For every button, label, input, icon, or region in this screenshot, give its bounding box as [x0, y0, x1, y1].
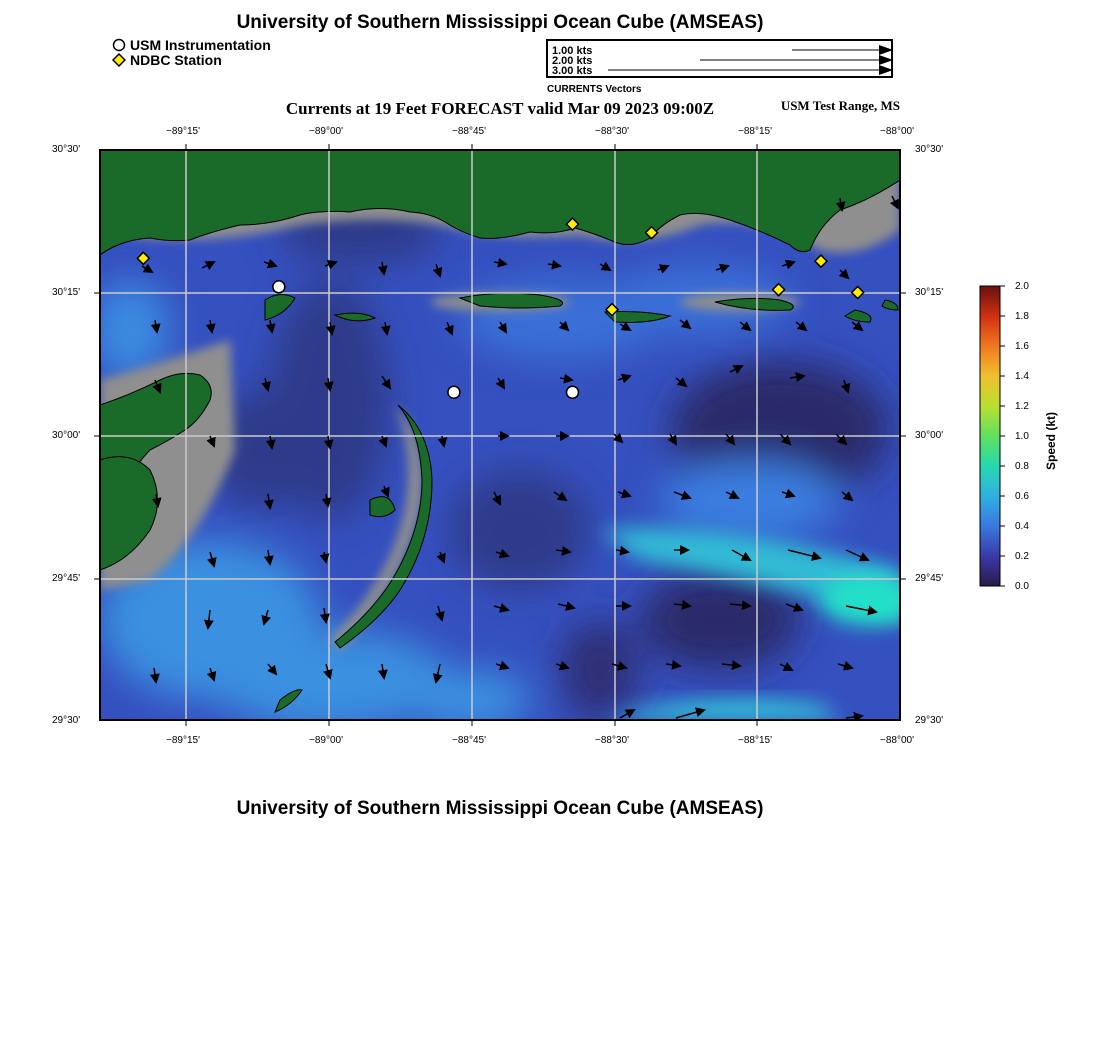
footer-title: University of Southern Mississippi Ocean Cube (AMSEAS) — [236, 798, 764, 819]
lat-tick-left-4: 29°45' — [52, 573, 81, 584]
speed-colorbar — [975, 282, 1005, 592]
colorbar-tick-9: 0.4 — [1015, 521, 1029, 532]
vector-key-arrow-3 — [608, 65, 891, 75]
colorbar-tick-11: 0.0 — [1015, 581, 1029, 592]
legend-usm — [112, 37, 271, 53]
lon-tick-bottom-2: −89°00' — [309, 735, 343, 746]
lat-tick-left-5: 29°30' — [52, 715, 81, 726]
lon-tick-top-4: −88°30' — [595, 126, 629, 137]
lon-tick-top-3: −88°45' — [452, 126, 486, 137]
colorbar-tick-3: 1.6 — [1015, 341, 1029, 352]
usm-circle-icon — [112, 38, 126, 52]
vector-key-arrow-1 — [792, 45, 891, 55]
legend-ndbc-label: NDBC Station — [130, 52, 222, 68]
lat-tick-right-3: 30°00' — [915, 430, 944, 441]
region-label: USM Test Range, MS — [780, 98, 900, 113]
usm-station-2 — [448, 386, 460, 398]
usm-station-3 — [566, 386, 578, 398]
lat-tick-left-1: 30°30' — [52, 144, 81, 155]
vector-key-label-2: 2.00 kts — [552, 55, 593, 67]
lon-tick-top-6: −88°00' — [880, 126, 914, 137]
lon-tick-bottom-4: −88°30' — [595, 735, 629, 746]
lon-tick-top-1: −89°15' — [166, 126, 200, 137]
lon-tick-bottom-3: −88°45' — [452, 735, 486, 746]
map-subtitle: Currents at 19 Feet FORECAST valid Mar 09 2023 09:00Z — [285, 99, 715, 118]
lat-tick-right-4: 29°45' — [915, 573, 944, 584]
colorbar-tick-8: 0.6 — [1015, 491, 1029, 502]
ndbc-diamond-icon — [112, 53, 126, 67]
lon-tick-bottom-1: −89°15' — [166, 735, 200, 746]
colorbar-tick-1: 2.0 — [1015, 281, 1029, 292]
colorbar-tick-6: 1.0 — [1015, 431, 1029, 442]
vector-key-label-3: 3.00 kts — [552, 65, 593, 77]
colorbar-tick-4: 1.4 — [1015, 371, 1029, 382]
lat-tick-left-2: 30°15' — [52, 287, 81, 298]
map-frame — [90, 140, 910, 730]
usm-station-1 — [273, 281, 285, 293]
colorbar-label: Speed (kt) — [1044, 411, 1058, 470]
lon-tick-top-2: −89°00' — [309, 126, 343, 137]
lat-tick-left-3: 30°00' — [52, 430, 81, 441]
lat-tick-right-1: 30°30' — [915, 144, 944, 155]
lat-tick-right-2: 30°15' — [915, 287, 944, 298]
lon-tick-bottom-5: −88°15' — [738, 735, 772, 746]
main-title: University of Southern Mississippi Ocean Cube (AMSEAS) — [236, 12, 764, 33]
lon-tick-top-5: −88°15' — [738, 126, 772, 137]
vector-key-caption: CURRENTS Vectors — [547, 84, 642, 95]
legend-usm-label: USM Instrumentation — [130, 37, 271, 53]
vector-key-arrow-2 — [700, 55, 891, 65]
colorbar-tick-5: 1.2 — [1015, 401, 1029, 412]
legend-ndbc — [112, 52, 222, 68]
vector-key — [546, 39, 893, 78]
vector-key-label-1: 1.00 kts — [552, 45, 593, 57]
vector-key-arrows — [548, 41, 891, 76]
lon-tick-bottom-6: −88°00' — [880, 735, 914, 746]
colorbar-tick-7: 0.8 — [1015, 461, 1029, 472]
colorbar-tick-2: 1.8 — [1015, 311, 1029, 322]
colorbar-tick-10: 0.2 — [1015, 551, 1029, 562]
lat-tick-right-5: 29°30' — [915, 715, 944, 726]
